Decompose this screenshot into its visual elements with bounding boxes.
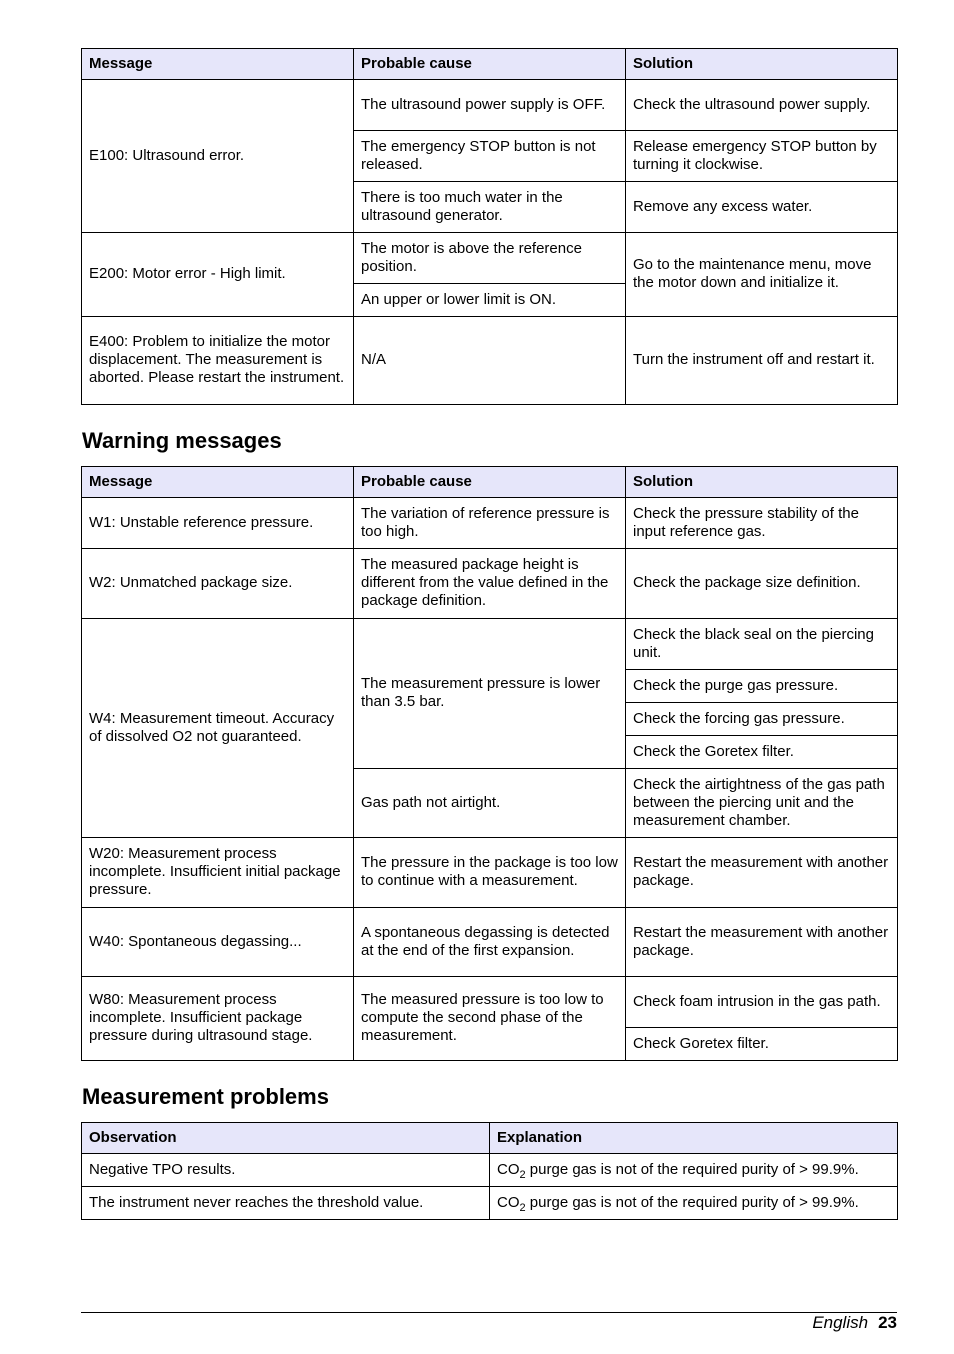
measurement-problems-heading: Measurement problems: [82, 1084, 329, 1109]
solution-cell: Go to the maintenance menu, move the motor down and initialize it.: [626, 233, 898, 317]
solution-cell: Remove any excess water.: [626, 182, 898, 233]
solution-cell: Check the Goretex filter.: [626, 736, 898, 769]
cause-cell: The measurement pressure is lower than 3.5 bar.: [354, 619, 626, 769]
cause-cell: The measured package height is different from the value defined in the package definition.: [354, 549, 626, 619]
solution-cell: Check the forcing gas pressure.: [626, 703, 898, 736]
table-header-row: [82, 467, 898, 498]
footer-language: English: [812, 1313, 869, 1332]
message-cell: W2: Unmatched package size.: [82, 549, 354, 619]
message-cell: W4: Measurement timeout. Accuracy of dissolved O2 not guaranteed.: [82, 619, 354, 838]
solution-cell: Check Goretex filter.: [626, 1028, 898, 1061]
cause-cell: Gas path not airtight.: [354, 769, 626, 838]
co-text: CO: [497, 1193, 520, 1211]
observation-cell: The instrument never reaches the threshold value.: [82, 1187, 490, 1220]
header-solution: Solution: [626, 467, 898, 498]
explanation-cell: [490, 1154, 898, 1187]
message-cell: E200: Motor error - High limit.: [82, 233, 354, 317]
solution-cell: Check the airtightness of the gas path between the piercing unit and the measurement chamber.: [626, 769, 898, 838]
footer-divider: [81, 1312, 897, 1313]
table-row: [82, 317, 898, 405]
table-row: [82, 619, 898, 670]
solution-cell: Turn the instrument off and restart it.: [626, 317, 898, 405]
solution-cell: Check the package size definition.: [626, 549, 898, 619]
header-observation: Observation: [82, 1123, 490, 1154]
co-text: CO: [497, 1160, 520, 1178]
measurement-problems-table: [81, 1122, 898, 1220]
page-number: 23: [878, 1313, 897, 1332]
header-message: Message: [82, 49, 354, 80]
cause-cell: The emergency STOP button is not released.: [354, 131, 626, 182]
solution-cell: Check the purge gas pressure.: [626, 670, 898, 703]
table-row: [82, 1154, 898, 1187]
table-header-row: [82, 49, 898, 80]
cause-cell: The motor is above the reference position.: [354, 233, 626, 284]
page-footer: [812, 1313, 897, 1333]
table-row: [82, 549, 898, 619]
message-cell: W1: Unstable reference pressure.: [82, 498, 354, 549]
header-message: Message: [82, 467, 354, 498]
observation-cell: Negative TPO results.: [82, 1154, 490, 1187]
header-solution: Solution: [626, 49, 898, 80]
cause-cell: A spontaneous degassing is detected at the end of the first expansion.: [354, 908, 626, 977]
table-header-row: [82, 1123, 898, 1154]
solution-cell: Restart the measurement with another package.: [626, 838, 898, 908]
subscript-2: 2: [519, 1201, 526, 1214]
header-probable-cause: Probable cause: [354, 467, 626, 498]
table-row: [82, 233, 898, 284]
table-row: [82, 1187, 898, 1220]
message-cell: E400: Problem to initialize the motor displacement. The measurement is aborted. Please restart the instrument.: [82, 317, 354, 405]
solution-cell: Release emergency STOP button by turning it clockwise.: [626, 131, 898, 182]
header-probable-cause: Probable cause: [354, 49, 626, 80]
solution-cell: Check the ultrasound power supply.: [626, 80, 898, 131]
message-cell: W20: Measurement process incomplete. Insufficient initial package pressure.: [82, 838, 354, 908]
message-cell: W40: Spontaneous degassing...: [82, 908, 354, 977]
solution-cell: Check the pressure stability of the input reference gas.: [626, 498, 898, 549]
cause-cell: The variation of reference pressure is too high.: [354, 498, 626, 549]
solution-cell: Check the black seal on the piercing unit.: [626, 619, 898, 670]
cause-cell: The pressure in the package is too low to continue with a measurement.: [354, 838, 626, 908]
table-row: [82, 498, 898, 549]
header-explanation: Explanation: [490, 1123, 898, 1154]
warning-messages-table: [81, 466, 898, 1061]
explanation-cell: [490, 1187, 898, 1220]
explanation-text: purge gas is not of the required purity of > 99.9%.: [525, 1160, 859, 1178]
explanation-text: purge gas is not of the required purity of > 99.9%.: [525, 1193, 859, 1211]
warning-messages-heading: Warning messages: [82, 428, 282, 453]
table-row: [82, 838, 898, 908]
cause-cell: The ultrasound power supply is OFF.: [354, 80, 626, 131]
cause-cell: The measured pressure is too low to compute the second phase of the measurement.: [354, 977, 626, 1061]
cause-cell: An upper or lower limit is ON.: [354, 284, 626, 317]
message-cell: W80: Measurement process incomplete. Insufficient package pressure during ultrasound stage.: [82, 977, 354, 1061]
table-row: [82, 977, 898, 1028]
table-row: [82, 80, 898, 131]
message-cell: E100: Ultrasound error.: [82, 80, 354, 233]
cause-cell: N/A: [354, 317, 626, 405]
error-messages-table: [81, 48, 898, 405]
subscript-2: 2: [519, 1168, 526, 1181]
cause-cell: There is too much water in the ultrasound generator.: [354, 182, 626, 233]
solution-cell: Restart the measurement with another package.: [626, 908, 898, 977]
solution-cell: Check foam intrusion in the gas path.: [626, 977, 898, 1028]
table-row: [82, 908, 898, 977]
